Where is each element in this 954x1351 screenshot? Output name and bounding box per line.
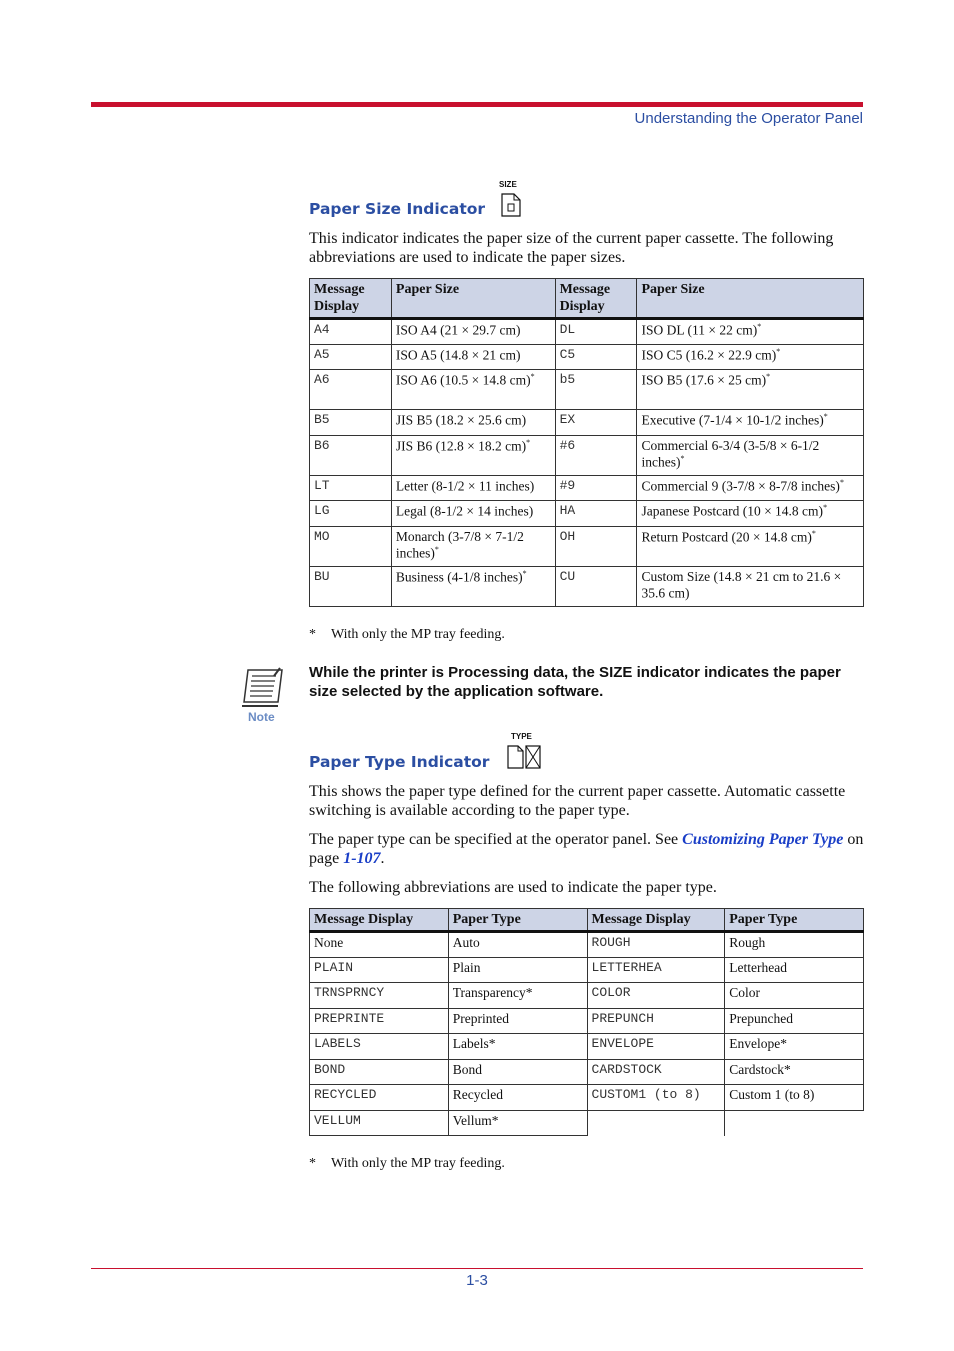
type-paper-type: Cardstock*: [725, 1059, 864, 1085]
type-paper-type: Vellum*: [448, 1110, 587, 1136]
size-message-code: BU: [310, 567, 392, 607]
paper-type-heading: Paper Type Indicator: [309, 753, 490, 771]
size-message-code: C5: [555, 345, 637, 370]
type-message-code: PREPRINTE: [310, 1008, 449, 1034]
footnote-marker: *: [776, 347, 781, 356]
type-paper-type: Bond: [448, 1059, 587, 1085]
paper-type-reference: The paper type can be specified at the operator panel. See Customizing Paper Type on page 1-107.: [309, 831, 864, 867]
type-message-code: CARDSTOCK: [587, 1059, 725, 1085]
page-number: 1-3: [466, 1272, 488, 1289]
type-message-code: LETTERHEA: [587, 957, 725, 983]
footnote-marker: *: [526, 438, 531, 447]
type-message-code: ROUGH: [587, 932, 725, 958]
type-icon-label: TYPE: [511, 732, 532, 741]
size-paper-size: ISO B5 (17.6 × 25 cm)*: [637, 370, 864, 410]
type-paper-type: Color: [725, 983, 864, 1009]
size-paper-size: ISO A4 (21 × 29.7 cm): [391, 319, 555, 345]
size-paper-size: Monarch (3-7/8 × 7-1/2 inches)*: [391, 527, 555, 567]
size-message-code: B6: [310, 436, 392, 476]
size-message-code: MO: [310, 527, 392, 567]
type-table-row: [310, 957, 864, 983]
type-col-paper-type-2: Paper Type: [725, 909, 864, 932]
size-table-row: [310, 501, 864, 527]
paper-size-heading: Paper Size Indicator: [309, 200, 486, 218]
size-message-code: b5: [555, 370, 637, 410]
page-reference-link[interactable]: 1-107: [343, 850, 381, 867]
size-icon-label: SIZE: [499, 180, 517, 189]
type-table-row: [310, 983, 864, 1009]
size-table-row: [310, 527, 864, 567]
size-paper-size: ISO A6 (10.5 × 14.8 cm)*: [391, 370, 555, 410]
footnote-marker: *: [811, 529, 816, 538]
paper-size-icon: [501, 193, 521, 217]
type-table-row: [310, 1085, 864, 1111]
footnote-marker: *: [680, 454, 685, 463]
size-table-row: [310, 436, 864, 476]
section-header: Understanding the Operator Panel: [634, 110, 863, 127]
footer-rule: [91, 1268, 863, 1269]
size-col-message-display-2: Message Display: [555, 279, 637, 319]
size-paper-size: Letter (8-1/2 × 11 inches): [391, 476, 555, 501]
size-paper-size: Legal (8-1/2 × 14 inches): [391, 501, 555, 527]
size-message-code: #9: [555, 476, 637, 501]
type-paper-type: Transparency*: [448, 983, 587, 1009]
type-paper-type: Labels*: [448, 1034, 587, 1060]
paper-type-table: [309, 908, 864, 1136]
size-table-row: [310, 370, 864, 410]
size-message-code: A4: [310, 319, 392, 345]
type-paper-type: [725, 1110, 864, 1136]
type-paper-type: Plain: [448, 957, 587, 983]
footnote-marker: *: [766, 372, 771, 381]
size-table-row: [310, 345, 864, 370]
footnote-marker: *: [434, 545, 439, 554]
type-paper-type: Custom 1 (to 8): [725, 1085, 864, 1111]
type-table-row: [310, 1110, 864, 1136]
paper-type-icon: [507, 745, 541, 769]
type-message-code: VELLUM: [310, 1110, 449, 1136]
type-message-code: ENVELOPE: [587, 1034, 725, 1060]
size-footnote: * With only the MP tray feeding.: [309, 627, 505, 642]
size-paper-size: JIS B6 (12.8 × 18.2 cm)*: [391, 436, 555, 476]
type-paper-type: Prepunched: [725, 1008, 864, 1034]
type-paper-type: Envelope*: [725, 1034, 864, 1060]
type-paper-type: Recycled: [448, 1085, 587, 1111]
size-col-message-display: Message Display: [310, 279, 392, 319]
type-paper-type: Letterhead: [725, 957, 864, 983]
paper-size-table: [309, 278, 864, 607]
paper-type-intro: This shows the paper type defined for the current paper cassette. Automatic cassette switching is available according to the paper type.: [309, 783, 846, 819]
size-paper-size: Executive (7-1/4 × 10-1/2 inches)*: [637, 410, 864, 436]
note-icon: [238, 666, 286, 708]
type-message-code: PLAIN: [310, 957, 449, 983]
note-label: Note: [248, 710, 275, 724]
size-message-code: HA: [555, 501, 637, 527]
customizing-paper-type-link[interactable]: Customizing Paper Type: [682, 831, 844, 848]
size-paper-size: ISO DL (11 × 22 cm)*: [637, 319, 864, 345]
footnote-marker: *: [823, 412, 828, 421]
type-message-code: COLOR: [587, 983, 725, 1009]
type-col-message-display-2: Message Display: [587, 909, 725, 932]
size-paper-size: Commercial 6-3/4 (3-5/8 × 6-1/2 inches)*: [637, 436, 864, 476]
type-table-row: [310, 1008, 864, 1034]
paper-size-intro: This indicator indicates the paper size of the current paper cassette. The following abbreviations are used to indicate the paper sizes.: [309, 230, 834, 266]
size-message-code: B5: [310, 410, 392, 436]
type-table-row: [310, 1059, 864, 1085]
type-message-code: TRNSPRNCY: [310, 983, 449, 1009]
size-paper-size: Commercial 9 (3-7/8 × 8-7/8 inches)*: [637, 476, 864, 501]
type-col-message-display: Message Display: [310, 909, 449, 932]
size-col-paper-size: Paper Size: [391, 279, 555, 319]
footnote-marker: *: [839, 478, 844, 487]
type-message-code: BOND: [310, 1059, 449, 1085]
type-col-paper-type: Paper Type: [448, 909, 587, 932]
size-message-code: CU: [555, 567, 637, 607]
size-paper-size: ISO A5 (14.8 × 21 cm): [391, 345, 555, 370]
type-message-code: [587, 1110, 725, 1136]
type-message-code: LABELS: [310, 1034, 449, 1060]
type-table-row: [310, 1034, 864, 1060]
footnote-marker: *: [823, 503, 828, 512]
size-table-row: [310, 410, 864, 436]
size-table-row: [310, 319, 864, 345]
size-table-row: [310, 476, 864, 501]
type-message-code: PREPUNCH: [587, 1008, 725, 1034]
size-paper-size: Japanese Postcard (10 × 14.8 cm)*: [637, 501, 864, 527]
footnote-marker: *: [522, 569, 527, 578]
size-message-code: A6: [310, 370, 392, 410]
type-footnote: * With only the MP tray feeding.: [309, 1156, 505, 1171]
type-message-code: RECYCLED: [310, 1085, 449, 1111]
size-paper-size: Return Postcard (20 × 14.8 cm)*: [637, 527, 864, 567]
size-col-paper-size-2: Paper Size: [637, 279, 864, 319]
size-paper-size: JIS B5 (18.2 × 25.6 cm): [391, 410, 555, 436]
footnote-marker: *: [757, 322, 762, 331]
type-paper-type: Auto: [448, 932, 587, 958]
type-paper-type: Rough: [725, 932, 864, 958]
type-table-row: [310, 932, 864, 958]
type-paper-type: Preprinted: [448, 1008, 587, 1034]
size-message-code: #6: [555, 436, 637, 476]
note-text: While the printer is Processing data, the SIZE indicator indicates the paper size selected by the application software.: [309, 664, 841, 700]
size-paper-size: ISO C5 (16.2 × 22.9 cm)*: [637, 345, 864, 370]
size-paper-size: Business (4-1/8 inches)*: [391, 567, 555, 607]
header-rule: [91, 102, 863, 107]
size-table-row: [310, 567, 864, 607]
size-message-code: OH: [555, 527, 637, 567]
size-message-code: DL: [555, 319, 637, 345]
size-message-code: LG: [310, 501, 392, 527]
size-message-code: EX: [555, 410, 637, 436]
paper-type-abbrev-intro: The following abbreviations are used to indicate the paper type.: [309, 879, 717, 896]
type-message-code: CUSTOM1 (to 8): [587, 1085, 725, 1111]
size-message-code: LT: [310, 476, 392, 501]
size-message-code: A5: [310, 345, 392, 370]
footnote-marker: *: [530, 372, 535, 381]
type-message-code: None: [310, 932, 449, 958]
size-paper-size: Custom Size (14.8 × 21 cm to 21.6 × 35.6 cm): [637, 567, 864, 607]
